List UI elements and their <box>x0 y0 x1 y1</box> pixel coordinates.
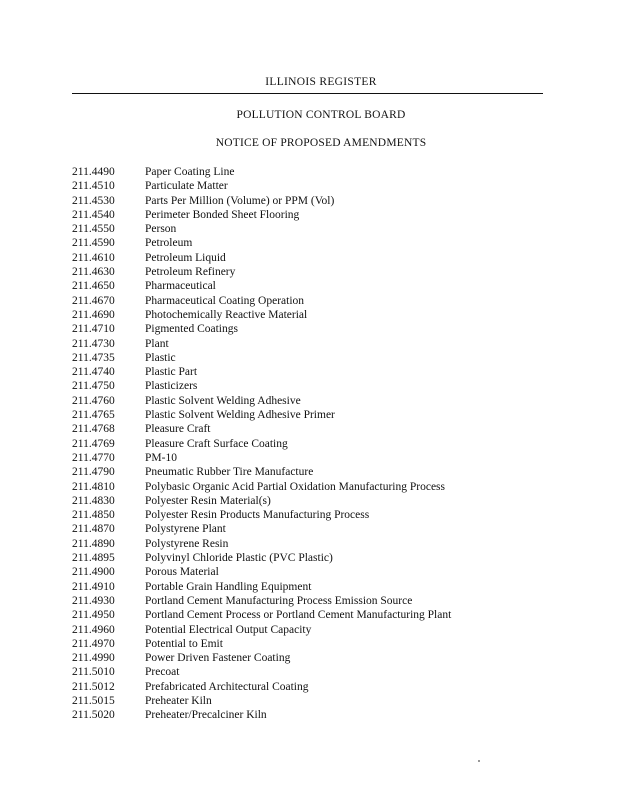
defined-term: Pigmented Coatings <box>145 323 238 336</box>
board-title: POLLUTION CONTROL BOARD <box>236 109 406 121</box>
list-item <box>72 480 552 494</box>
defined-term: Plasticizers <box>145 380 198 393</box>
section-number: 211.4770 <box>72 451 115 464</box>
defined-term: Portable Grain Handling Equipment <box>145 580 312 593</box>
list-item <box>72 680 552 694</box>
header-divider <box>72 93 543 94</box>
list-item <box>72 651 552 665</box>
list-item <box>72 394 552 408</box>
list-item <box>72 208 552 222</box>
section-number: 211.5020 <box>72 709 115 722</box>
section-number: 211.5010 <box>72 666 115 679</box>
section-number: 211.4590 <box>72 237 115 250</box>
defined-term: PM-10 <box>145 451 177 464</box>
section-number: 211.4830 <box>72 494 115 507</box>
section-number: 211.4890 <box>72 537 115 550</box>
section-number: 211.4740 <box>72 366 115 379</box>
section-number: 211.4750 <box>72 380 115 393</box>
section-number: 211.4735 <box>72 351 115 364</box>
defined-term: Potential to Emit <box>145 637 223 650</box>
defined-term: Plastic <box>145 351 176 364</box>
section-number: 211.4550 <box>72 223 115 236</box>
defined-term: Perimeter Bonded Sheet Flooring <box>145 208 300 221</box>
defined-term: Person <box>145 223 177 236</box>
section-number: 211.4690 <box>72 308 115 321</box>
list-item <box>72 522 552 536</box>
section-number: 211.4810 <box>72 480 115 493</box>
section-number: 211.4900 <box>72 566 115 579</box>
defined-term: Pneumatic Rubber Tire Manufacture <box>145 466 314 479</box>
list-item <box>72 623 552 637</box>
section-number: 211.4710 <box>72 323 115 336</box>
defined-term: Portland Cement Process or Portland Cement Manufacturing Plant <box>145 609 452 622</box>
list-item <box>72 594 552 608</box>
list-item <box>72 279 552 293</box>
defined-term: Preheater Kiln <box>145 694 212 707</box>
register-title: ILLINOIS REGISTER <box>265 76 377 88</box>
section-number: 211.4650 <box>72 280 115 293</box>
list-item <box>72 194 552 208</box>
list-item <box>72 451 552 465</box>
list-item <box>72 337 552 351</box>
defined-term: Pleasure Craft Surface Coating <box>145 437 288 450</box>
section-number: 211.4610 <box>72 251 115 264</box>
defined-term: Power Driven Fastener Coating <box>145 652 291 665</box>
section-number: 211.4760 <box>72 394 115 407</box>
section-number: 211.4790 <box>72 466 115 479</box>
section-number: 211.5015 <box>72 694 115 707</box>
defined-term: Polystyrene Plant <box>145 523 226 536</box>
list-item <box>72 580 552 594</box>
list-item <box>72 179 552 193</box>
section-number: 211.4895 <box>72 552 115 565</box>
defined-term: Porous Material <box>145 566 219 579</box>
defined-term: Polystyrene Resin <box>145 537 229 550</box>
list-item <box>72 322 552 336</box>
list-item <box>72 551 552 565</box>
defined-term: Polyester Resin Products Manufacturing Process <box>145 509 370 522</box>
section-number: 211.4768 <box>72 423 115 436</box>
list-item <box>72 308 552 322</box>
list-item <box>72 508 552 522</box>
defined-term: Pleasure Craft <box>145 423 211 436</box>
defined-term: Prefabricated Architectural Coating <box>145 680 309 693</box>
defined-term: Pharmaceutical Coating Operation <box>145 294 305 307</box>
section-number: 211.4990 <box>72 652 115 665</box>
defined-term: Petroleum Liquid <box>145 251 226 264</box>
list-item <box>72 408 552 422</box>
section-number: 211.4950 <box>72 609 115 622</box>
defined-term: Petroleum Refinery <box>145 266 236 279</box>
list-item <box>72 236 552 250</box>
section-number: 211.4540 <box>72 208 115 221</box>
list-item <box>72 251 552 265</box>
scan-speck <box>478 760 480 762</box>
notice-title: NOTICE OF PROPOSED AMENDMENTS <box>215 137 427 149</box>
section-number: 211.4730 <box>72 337 115 350</box>
list-item <box>72 565 552 579</box>
list-item <box>72 351 552 365</box>
defined-term: Polybasic Organic Acid Partial Oxidation Manufacturing Process <box>145 480 446 493</box>
section-number: 211.5012 <box>72 680 115 693</box>
section-number: 211.4765 <box>72 409 115 422</box>
list-item <box>72 608 552 622</box>
section-number: 211.4870 <box>72 523 115 536</box>
section-number: 211.4630 <box>72 266 115 279</box>
section-number: 211.4970 <box>72 637 115 650</box>
defined-term: Plastic Solvent Welding Adhesive <box>145 394 301 407</box>
section-number: 211.4670 <box>72 294 115 307</box>
defined-term: Parts Per Million (Volume) or PPM (Vol) <box>145 194 335 207</box>
list-item <box>72 165 552 179</box>
defined-term: Photochemically Reactive Material <box>145 308 308 321</box>
defined-term: Portland Cement Manufacturing Process Emission Source <box>145 594 413 607</box>
section-number: 211.4960 <box>72 623 115 636</box>
list-item <box>72 222 552 236</box>
defined-term: Polyvinyl Chloride Plastic (PVC Plastic) <box>145 552 333 565</box>
list-item <box>72 537 552 551</box>
defined-term: Plastic Solvent Welding Adhesive Primer <box>145 409 335 422</box>
list-item <box>72 708 552 722</box>
list-item <box>72 379 552 393</box>
section-number: 211.4850 <box>72 509 115 522</box>
section-number: 211.4510 <box>72 180 115 193</box>
defined-term: Precoat <box>145 666 180 679</box>
defined-term: Paper Coating Line <box>145 166 235 178</box>
list-item <box>72 494 552 508</box>
defined-term: Plant <box>145 337 169 350</box>
list-item <box>72 294 552 308</box>
section-number: 211.4769 <box>72 437 115 450</box>
section-number: 211.4490 <box>72 166 115 178</box>
list-item <box>72 365 552 379</box>
section-number: 211.4910 <box>72 580 115 593</box>
defined-term: Particulate Matter <box>145 180 228 193</box>
list-item <box>72 637 552 651</box>
list-item <box>72 437 552 451</box>
defined-term: Pharmaceutical <box>145 280 216 293</box>
list-item <box>72 265 552 279</box>
list-item <box>72 422 552 436</box>
defined-term: Polyester Resin Material(s) <box>145 494 271 507</box>
defined-term: Potential Electrical Output Capacity <box>145 623 312 636</box>
list-item <box>72 465 552 479</box>
list-item <box>72 665 552 679</box>
definitions-list <box>72 165 552 723</box>
defined-term: Plastic Part <box>145 366 198 379</box>
defined-term: Preheater/Precalciner Kiln <box>145 709 267 722</box>
defined-term: Petroleum <box>145 237 193 250</box>
list-item <box>72 694 552 708</box>
section-number: 211.4530 <box>72 194 115 207</box>
section-number: 211.4930 <box>72 594 115 607</box>
